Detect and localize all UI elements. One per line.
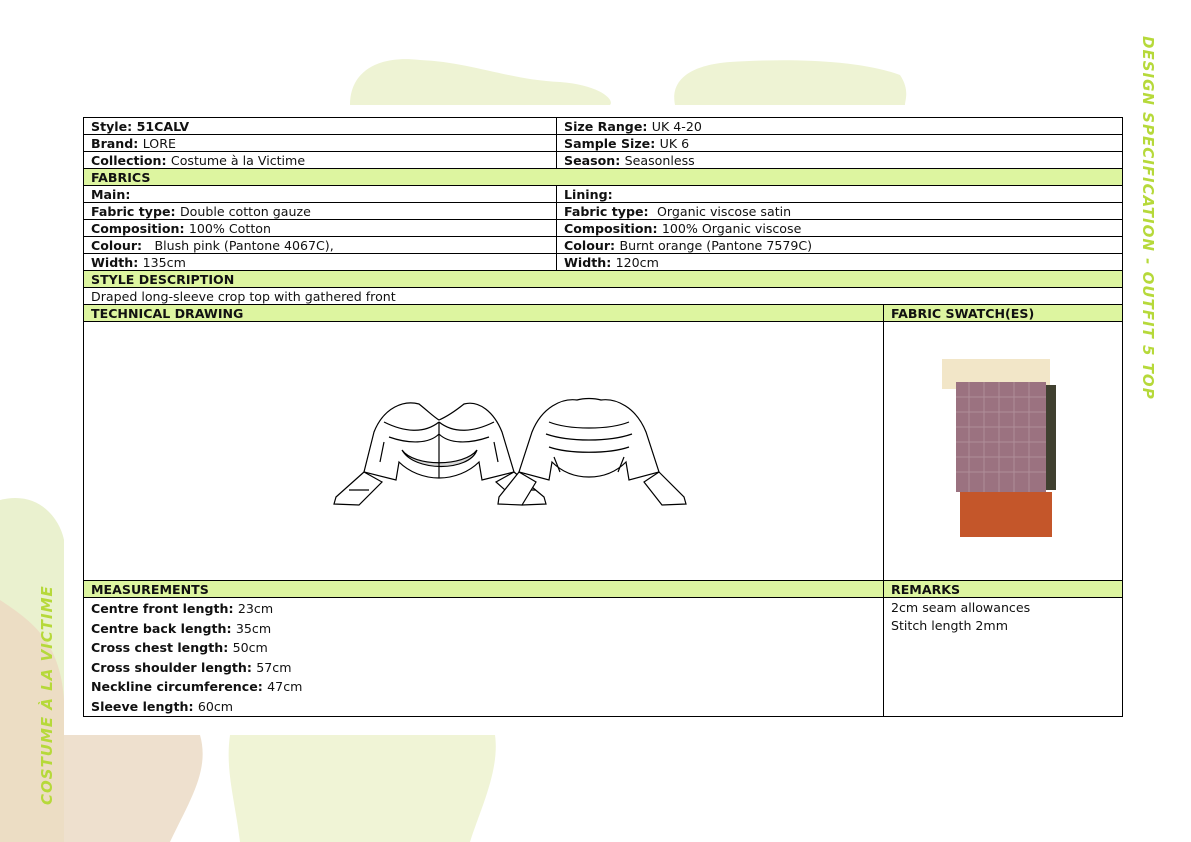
sample-size-value: UK 6 [659, 136, 690, 151]
brand-value: LORE [142, 136, 176, 151]
lining-fabric-heading: Lining: [557, 186, 1123, 203]
main-composition-cell: Composition: 100% Cotton [84, 220, 557, 237]
measurement-item: Cross shoulder length: 57cm [91, 659, 292, 675]
main-colour-cell: Colour: Blush pink (Pantone 4067C), [84, 237, 557, 254]
measurements-list [84, 598, 884, 717]
table-row [84, 135, 1123, 152]
fabric-swatch-cell [884, 322, 1123, 581]
measurements-header: MEASUREMENTS [84, 581, 884, 598]
lining-width-cell: Width: 120cm [557, 254, 1123, 271]
fabric-swatches-header: FABRIC SWATCH(ES) [884, 305, 1123, 322]
technical-drawing [84, 322, 882, 577]
table-row [84, 169, 1123, 186]
main-width-cell: Width: 135cm [84, 254, 557, 271]
season-cell: Season: Seasonless [557, 152, 1123, 169]
table-row [84, 305, 1123, 322]
season-value: Seasonless [624, 153, 695, 168]
measurement-item: Cross chest length: 50cm [91, 640, 268, 655]
remark-item: 2cm seam allowances [891, 600, 1031, 615]
table-row [84, 186, 1123, 203]
back-view-sketch [498, 399, 686, 506]
sample-size-cell: Sample Size: UK 6 [557, 135, 1123, 152]
swatch-burnt-orange-satin [960, 492, 1052, 537]
technical-drawing-cell [84, 322, 884, 581]
fabrics-section-header: FABRICS [84, 169, 1123, 186]
remarks-header: REMARKS [884, 581, 1123, 598]
main-fabric-type-cell: Fabric type: Double cotton gauze [84, 203, 557, 220]
spec-table [83, 117, 1123, 717]
brand-cell: Brand: LORE [84, 135, 557, 152]
collection-side-title: COSTUME À LA VICTIME [38, 585, 56, 805]
table-row [84, 271, 1123, 288]
style-description-header: STYLE DESCRIPTION [84, 271, 1123, 288]
lining-colour-cell: Colour: Burnt orange (Pantone 7579C) [557, 237, 1123, 254]
style-cell: Style: 51CALV [84, 118, 557, 135]
table-row [84, 254, 1123, 271]
collection-value: Costume à la Victime [170, 153, 306, 168]
table-row [84, 598, 1123, 717]
table-row [84, 152, 1123, 169]
size-range-cell: Size Range: UK 4-20 [557, 118, 1123, 135]
style-value: 51CALV [136, 119, 190, 134]
main-fabric-heading: Main: [84, 186, 557, 203]
technical-drawing-header: TECHNICAL DRAWING [84, 305, 884, 322]
table-row [84, 322, 1123, 581]
measurement-item: Sleeve length: 60cm [91, 698, 234, 714]
measurement-item: Neckline circumference: 47cm [91, 679, 303, 694]
remark-item: Stitch length 2mm [891, 618, 1008, 633]
table-row [84, 220, 1123, 237]
lining-composition-cell: Composition: 100% Organic viscose [557, 220, 1123, 237]
lining-fabric-type-cell: Fabric type: Organic viscose satin [557, 203, 1123, 220]
collection-cell: Collection: Costume à la Victime [84, 152, 557, 169]
table-row [84, 288, 1123, 305]
measurement-item: Centre front length: 23cm [91, 601, 274, 616]
table-row [84, 237, 1123, 254]
table-row [84, 581, 1123, 598]
table-row [84, 118, 1123, 135]
measurement-item: Centre back length: 35cm [91, 620, 272, 636]
remarks-list [884, 598, 1123, 717]
table-row [84, 203, 1123, 220]
style-description-text: Draped long-sleeve crop top with gathered front [84, 288, 1123, 305]
size-range-value: UK 4-20 [651, 119, 702, 134]
fabric-swatch-image [884, 322, 1123, 577]
document-side-title: DESIGN SPECIFICATION - OUTFIT 5 TOP [1139, 36, 1157, 400]
